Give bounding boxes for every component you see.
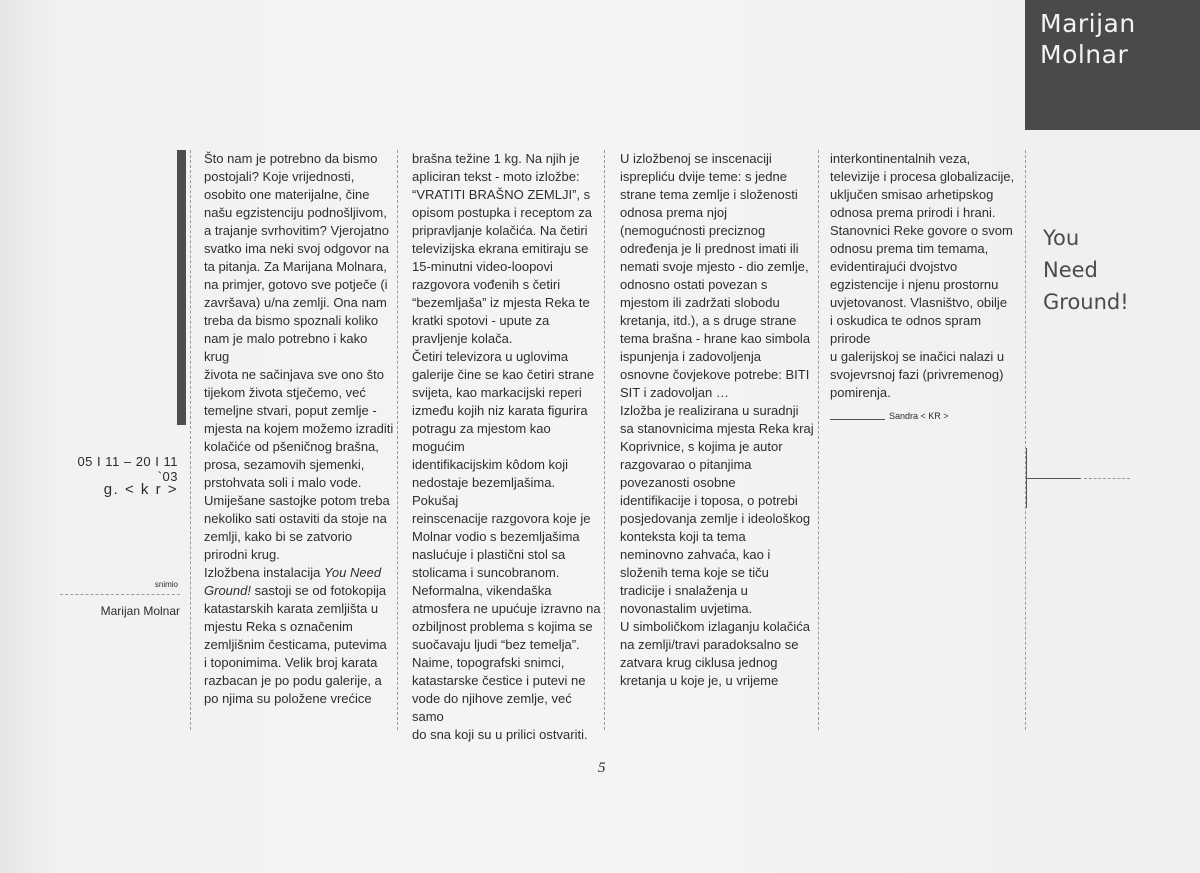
- column-1-lines: [204, 150, 394, 564]
- column-1-line: završava) u/na zemlji. Ona nam: [204, 295, 387, 310]
- column-3-line: tradicije i snalaženja u: [620, 583, 748, 598]
- column-2-line: pripravljanje kolačića. Na četiri: [412, 223, 588, 238]
- column-1-line: i toponimima. Velik broj karata: [204, 655, 378, 670]
- exhibition-title: [1043, 222, 1183, 318]
- column-3-line: konteksta koji ta tema: [620, 529, 746, 544]
- column-4-line: svojevrsnoj fazi (privremenog): [830, 367, 1004, 382]
- column-2-line: razgovora vođenih s četiri: [412, 277, 561, 292]
- column-2-line: vode do njihove zemlje, već samo: [412, 691, 572, 724]
- text-column-3: [620, 150, 815, 690]
- photo-credit-label: snimio: [154, 580, 178, 589]
- column-2-line: atmosfera ne upućuje izravno na: [412, 601, 601, 616]
- column-4-line: i oskudica te odnos spram prirode: [830, 313, 982, 346]
- column-3-line: U simboličkom izlaganju kolačića: [620, 619, 811, 634]
- exhibition-dates: 05 I 11 – 20 I 11 `03: [77, 454, 178, 484]
- page-number: 5: [598, 760, 606, 776]
- column-2-line: suočavaju ljudi “bez temelja”.: [412, 637, 580, 652]
- work-title: Ground!: [204, 583, 251, 598]
- author-initials: g. < k r >: [103, 481, 178, 498]
- column-3-line: određenja je li prednost imati ili: [620, 241, 799, 256]
- column-1-lines-end: [204, 600, 394, 708]
- column-1-text: Izložbena instalacija: [204, 565, 324, 580]
- artist-name-last: Molnar: [1040, 40, 1129, 69]
- column-divider: [818, 150, 819, 730]
- exhibition-title-line1: You: [1043, 226, 1080, 250]
- column-2-line: Neformalna, vikendaška: [412, 583, 552, 598]
- column-3-line: identifikacije i toposa, o potrebi: [620, 493, 798, 508]
- column-1-line: [204, 582, 394, 600]
- column-1-line: mjesta na kojem možemo izraditi: [204, 421, 394, 436]
- column-1-line: života ne sačinjava sve ono što: [204, 367, 384, 382]
- artist-name-first: Marijan: [1040, 9, 1136, 38]
- column-3-line: odnosno ostati povezan s: [620, 277, 768, 292]
- column-3-line: ispunjenja i zadovoljenja: [620, 349, 761, 364]
- column-2-line: Četiri televizora u uglovima: [412, 349, 569, 364]
- column-2-line: 15-minutni video-loopovi: [412, 259, 553, 274]
- accent-bar: [177, 150, 186, 425]
- column-4-line: Stanovnici Reke govore o svom: [830, 223, 1013, 238]
- text-column-1: [204, 150, 394, 708]
- column-2-line: naslućuje i plastični stol sa: [412, 547, 566, 562]
- column-4-line: uvjetovanost. Vlasništvo, obilje: [830, 295, 1008, 310]
- column-1-line: razbacan je po podu galerije, a: [204, 673, 382, 688]
- column-2-line: opisom postupka i receptom za: [412, 205, 592, 220]
- signature-rule: [830, 419, 885, 420]
- column-3-line: tema brašna - hrane kao simbola: [620, 331, 811, 346]
- column-2-line: reinscenacije razgovora koje je: [412, 511, 591, 526]
- column-3-line: U izložbenoj se inscenaciji: [620, 151, 772, 166]
- column-2-line: galerije čine se kao četiri strane: [412, 367, 595, 382]
- column-2-line: Molnar vodio s bezemljašima: [412, 529, 580, 544]
- text-column-4: [830, 150, 1025, 402]
- sidebar-marker-dashes: [1084, 478, 1130, 479]
- column-1-line: tijekom života stječemo, već: [204, 385, 366, 400]
- column-1-line: prstohvata soli i malo vode.: [204, 475, 362, 490]
- column-4-line: pomirenja.: [830, 385, 891, 400]
- column-2-line: Naime, topografski snimci,: [412, 655, 565, 670]
- exhibition-title-line2: Need: [1043, 258, 1098, 282]
- signature: Sandra < KR >: [889, 411, 949, 421]
- column-2-line: potragu za mjestom kao mogućim: [412, 421, 551, 454]
- column-3-line: posjedovanja zemlje i ideološkog: [620, 511, 811, 526]
- column-2-line: kratki spotovi - upute za: [412, 313, 550, 328]
- column-2-line: katastarske čestice i putevi ne: [412, 673, 586, 688]
- column-1-line: ta pitanja. Za Marijana Molnara,: [204, 259, 387, 274]
- column-1-line: temeljne stvari, poput zemlje -: [204, 403, 377, 418]
- credit-rule: [60, 594, 180, 595]
- column-3-line: (nemogućnosti preciznog: [620, 223, 766, 238]
- column-1-line: zemlji, kako bi se zatvorio: [204, 529, 353, 544]
- column-4-line: egzistencije i njenu prostornu: [830, 277, 999, 292]
- column-divider: [190, 150, 191, 730]
- column-2-line: ozbiljnost problema s kojima se: [412, 619, 593, 634]
- column-4-line: uključen smisao arhetipskog: [830, 187, 994, 202]
- photographer-name: Marijan Molnar: [100, 604, 180, 618]
- column-3-line: Koprivnice, s kojima je autor: [620, 439, 783, 454]
- column-2-line: brašna težine 1 kg. Na njih je: [412, 151, 580, 166]
- column-3-line: složenih tema koje se tiču: [620, 565, 769, 580]
- column-4-line: evidentirajući dvojstvo: [830, 259, 958, 274]
- column-divider: [1025, 150, 1026, 730]
- text-column-2: [412, 150, 602, 744]
- column-1-line: katastarskih karata zemljišta u: [204, 601, 379, 616]
- column-1-line: osobito one materijalne, čine: [204, 187, 370, 202]
- column-3-line: nemati svoje mjesto - dio zemlje,: [620, 259, 809, 274]
- column-3-line: Izložba je realizirana u suradnji: [620, 403, 799, 418]
- column-4-line: interkontinentalnih veza,: [830, 151, 971, 166]
- column-1-line: na primjer, gotovo sve potječe (i: [204, 277, 388, 292]
- column-2-line: do sna koji su u prilici ostvariti.: [412, 727, 588, 742]
- column-2-line: stolicama i suncobranom.: [412, 565, 560, 580]
- column-1-line: nekoliko sati ostaviti da stoje na: [204, 511, 387, 526]
- exhibition-title-line3: Ground!: [1043, 290, 1129, 314]
- column-2-line: između kojih niz karata figurira: [412, 403, 588, 418]
- column-3-line: strane tema zemlje i složenosti: [620, 187, 798, 202]
- column-2-line: televizijska ekrana emitiraju se: [412, 241, 589, 256]
- column-1-line: po njima su položene vrećice: [204, 691, 372, 706]
- column-3-line: osnovne čovjekove potrebe: BITI: [620, 367, 810, 382]
- column-3-line: odnosa prema njoj: [620, 205, 727, 220]
- column-2-line: pravljenje kolača.: [412, 331, 513, 346]
- column-3-line: na zemlji/travi paradoksalno se: [620, 637, 799, 652]
- column-3-line: kretanja, itd.), a s druge strane: [620, 313, 797, 328]
- column-4-line: odnosu prema tim temama,: [830, 241, 989, 256]
- column-1-line: zemljišnim česticama, putevima: [204, 637, 387, 652]
- column-1-line: prirodni krug.: [204, 547, 280, 562]
- column-1-line: svatko ima neki svoj odgovor na: [204, 241, 389, 256]
- column-3-line: kretanja u koje je, u vrijeme: [620, 673, 779, 688]
- column-1-line: [204, 564, 394, 582]
- column-3-line: neminovno zahvaća, kao i: [620, 547, 771, 562]
- column-2-line: nedostaje bezemljašima. Pokušaj: [412, 475, 556, 508]
- column-3-line: povezanosti osobne: [620, 475, 736, 490]
- column-3-line: novonastalim uvjetima.: [620, 601, 753, 616]
- column-2-line: apliciran tekst - moto izložbe:: [412, 169, 580, 184]
- artist-name-box: [1025, 0, 1200, 130]
- column-4-line: u galerijskoj se inačici nalazi u: [830, 349, 1005, 364]
- column-4-line: televizije i procesa globalizacije,: [830, 169, 1015, 184]
- column-3-line: isprepliću dvije teme: s jedne: [620, 169, 787, 184]
- column-2-line: svijeta, kao markacijski reperi: [412, 385, 582, 400]
- column-1-line: mjestu Reka s označenim: [204, 619, 353, 634]
- work-title: You Need: [323, 565, 382, 580]
- column-3-line: zatvara krug ciklusa jednog: [620, 655, 778, 670]
- column-1-line: nam je malo potrebno i kako krug: [204, 331, 368, 364]
- column-1-line: Umiješane sastojke potom treba: [204, 493, 390, 508]
- column-1-line: postojali? Koje vrijednosti,: [204, 169, 355, 184]
- column-4-line: odnosa prema prirodi i hrani.: [830, 205, 996, 220]
- column-3-line: sa stanovnicima mjesta Reka kraj: [620, 421, 814, 436]
- column-2-line: “bezemljaša” iz mjesta Reka te: [412, 295, 590, 310]
- column-divider: [397, 150, 398, 730]
- column-1-line: treba da bismo spoznali koliko: [204, 313, 379, 328]
- column-3-line: SIT i zadovoljan …: [620, 385, 729, 400]
- column-2-line: identifikacijskim kôdom koji: [412, 457, 569, 472]
- column-1-line: Što nam je potrebno da bismo: [204, 151, 378, 166]
- column-1-line: prosa, sezamovih sjemenki,: [204, 457, 365, 472]
- sidebar-marker-horizontal: [1026, 478, 1081, 479]
- column-1-line: našu egzistenciju podnošljivom,: [204, 205, 387, 220]
- column-1-text: sastoji se od fotokopija: [250, 583, 387, 598]
- column-3-line: razgovarao o pitanjima: [620, 457, 752, 472]
- column-2-line: “VRATITI BRAŠNO ZEMLJI”, s: [412, 187, 591, 202]
- column-1-line: kolačiće od pšeničnog brašna,: [204, 439, 379, 454]
- column-3-line: mjestom ili zadržati slobodu: [620, 295, 780, 310]
- column-1-line: a trajanje svrhovitim? Vjerojatno: [204, 223, 389, 238]
- column-divider: [604, 150, 605, 730]
